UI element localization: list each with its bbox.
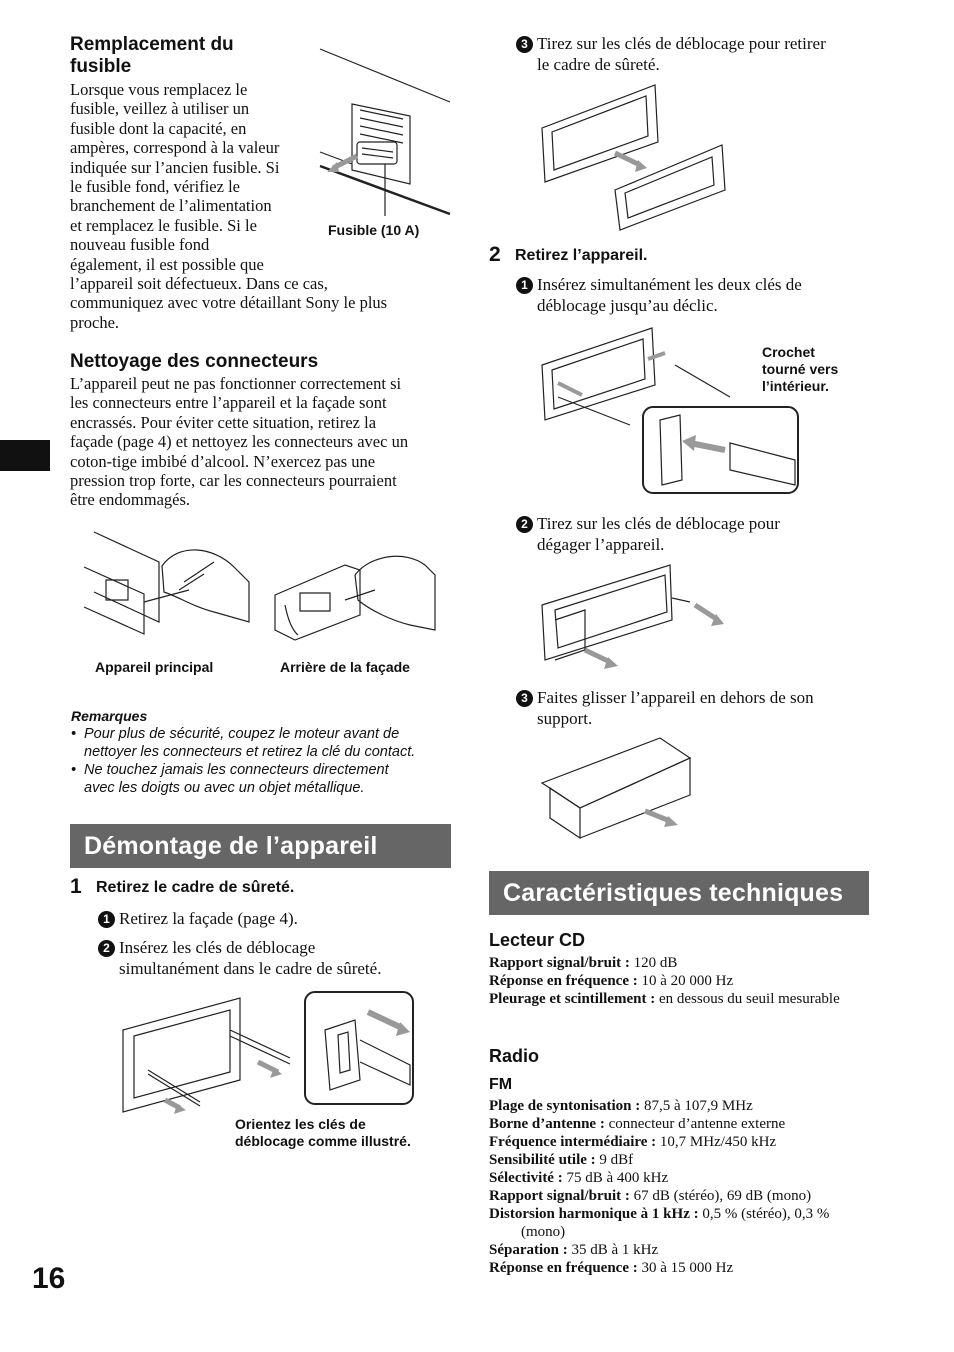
release-key-insertion-illustration <box>120 990 420 1120</box>
spec-row: Séparation : 35 dB à 1 kHz <box>489 1242 659 1258</box>
connectors-text: L’appareil peut ne pas fonctionner correctement si les connecteurs entre l’appareil et la façade sont encrassés. Pour éviter cette situation, retirez la façade (page 4) et nettoyez les connecteurs avec un coton-tige imbibé d’alcool. N’exercez pas une pression trop forte, car les connecteurs pourraient être endommagés. <box>70 374 409 510</box>
step2-number: 2 <box>489 243 501 266</box>
step1-number: 1 <box>70 875 82 898</box>
fuse-title: Remplacement du fusible <box>70 34 234 77</box>
spec-row: Sensibilité utile : 9 dBf <box>489 1152 634 1168</box>
main-unit-cleaning-illustration <box>84 522 254 652</box>
spec-row: Distorsion harmonique à 1 kHz : 0,5 % (stéréo), 0,3 % (mono) <box>489 1206 830 1240</box>
remarks-list <box>71 725 461 797</box>
removal-heading: Démontage de l’appareil <box>70 824 451 868</box>
substep-marker-3: 3 <box>516 36 533 53</box>
spec-row: Borne d’antenne : connecteur d’antenne externe <box>489 1116 786 1132</box>
step2-sub3: Faites glisser l’appareil en dehors de son support. <box>537 688 814 728</box>
substep-marker-2: 2 <box>516 516 533 533</box>
spec-row: Rapport signal/bruit : 67 dB (stéréo), 69 dB (mono) <box>489 1188 812 1204</box>
step1-sub1: Retirez la façade (page 4). <box>119 909 298 928</box>
substep-marker-3: 3 <box>516 690 533 707</box>
cd-specs <box>489 954 869 1008</box>
remark-item: • Pour plus de sécurité, coupez le moteur avant de nettoyer les connecteurs et retirez la clé du contact. <box>71 726 416 760</box>
step1-title: Retirez le cadre de sûreté. <box>96 879 295 896</box>
substep-marker-2: 2 <box>98 940 115 957</box>
spec-row: Pleurage et scintillement : en dessous du seuil mesurable <box>489 991 840 1007</box>
step2-title: Retirez l’appareil. <box>515 247 648 264</box>
remarks-title: Remarques <box>71 708 148 724</box>
step2-sub2: Tirez sur les clés de déblocage pour dégager l’appareil. <box>537 514 780 554</box>
caption-faceplate-back: Arrière de la façade <box>280 659 410 675</box>
cd-title: Lecteur CD <box>489 930 586 950</box>
step2-caption: Crochet tourné vers l’intérieur. <box>762 344 839 394</box>
frame-removal-illustration <box>540 80 730 235</box>
step1-caption: Orientez les clés de déblocage comme illustré. <box>235 1116 411 1149</box>
remark-item: • Ne touchez jamais les connecteurs directement avec les doigts ou avec un objet métallique. <box>71 762 389 796</box>
specs-heading: Caractéristiques techniques <box>489 871 869 915</box>
unit-pull-illustration <box>540 560 730 675</box>
spec-row: Sélectivité : 75 dB à 400 kHz <box>489 1170 669 1186</box>
spec-row: Réponse en fréquence : 30 à 15 000 Hz <box>489 1260 734 1276</box>
faceplate-cleaning-illustration <box>270 545 440 645</box>
substep-marker-1: 1 <box>516 277 533 294</box>
radio-title: Radio <box>489 1046 540 1066</box>
section-tab-marker <box>0 440 50 471</box>
spec-row: Fréquence intermédiaire : 10,7 MHz/450 kHz <box>489 1134 777 1150</box>
page-number: 16 <box>32 1262 66 1295</box>
step2-sub1: Insérez simultanément les deux clés de déblocage jusqu’au déclic. <box>537 275 802 315</box>
spec-row: Plage de syntonisation : 87,5 à 107,9 MHz <box>489 1098 753 1114</box>
unit-slide-out-illustration <box>540 733 690 843</box>
spec-row: Réponse en fréquence : 10 à 20 000 Hz <box>489 973 734 989</box>
connectors-title: Nettoyage des connecteurs <box>70 351 319 372</box>
fm-specs <box>489 1097 869 1277</box>
substep-marker-1: 1 <box>98 911 115 928</box>
fuse-text: Lorsque vous remplacez le fusible, veillez à utiliser un fusible dont la capacité, en ampères, correspond à la valeur indiquée sur l’ancien fusible. Si le fusible fond, vérifiez le branchement de l’alimentation et remplacez le fusible. Si le nouveau fusible fond également, il est possible que l’appareil soit défectueux. Dans ce cas, communiquez avec votre détaillant Sony le plus proche. <box>70 80 388 332</box>
spec-row: Rapport signal/bruit : 120 dB <box>489 955 678 971</box>
caption-main-unit: Appareil principal <box>95 659 214 675</box>
fm-title: FM <box>489 1076 513 1093</box>
fuse-illustration <box>315 44 455 219</box>
fuse-caption: Fusible (10 A) <box>328 222 420 238</box>
step1-sub3: Tirez sur les clés de déblocage pour retirer le cadre de sûreté. <box>537 34 826 74</box>
step1-sub2: Insérez les clés de déblocage simultanément dans le cadre de sûreté. <box>119 938 382 978</box>
